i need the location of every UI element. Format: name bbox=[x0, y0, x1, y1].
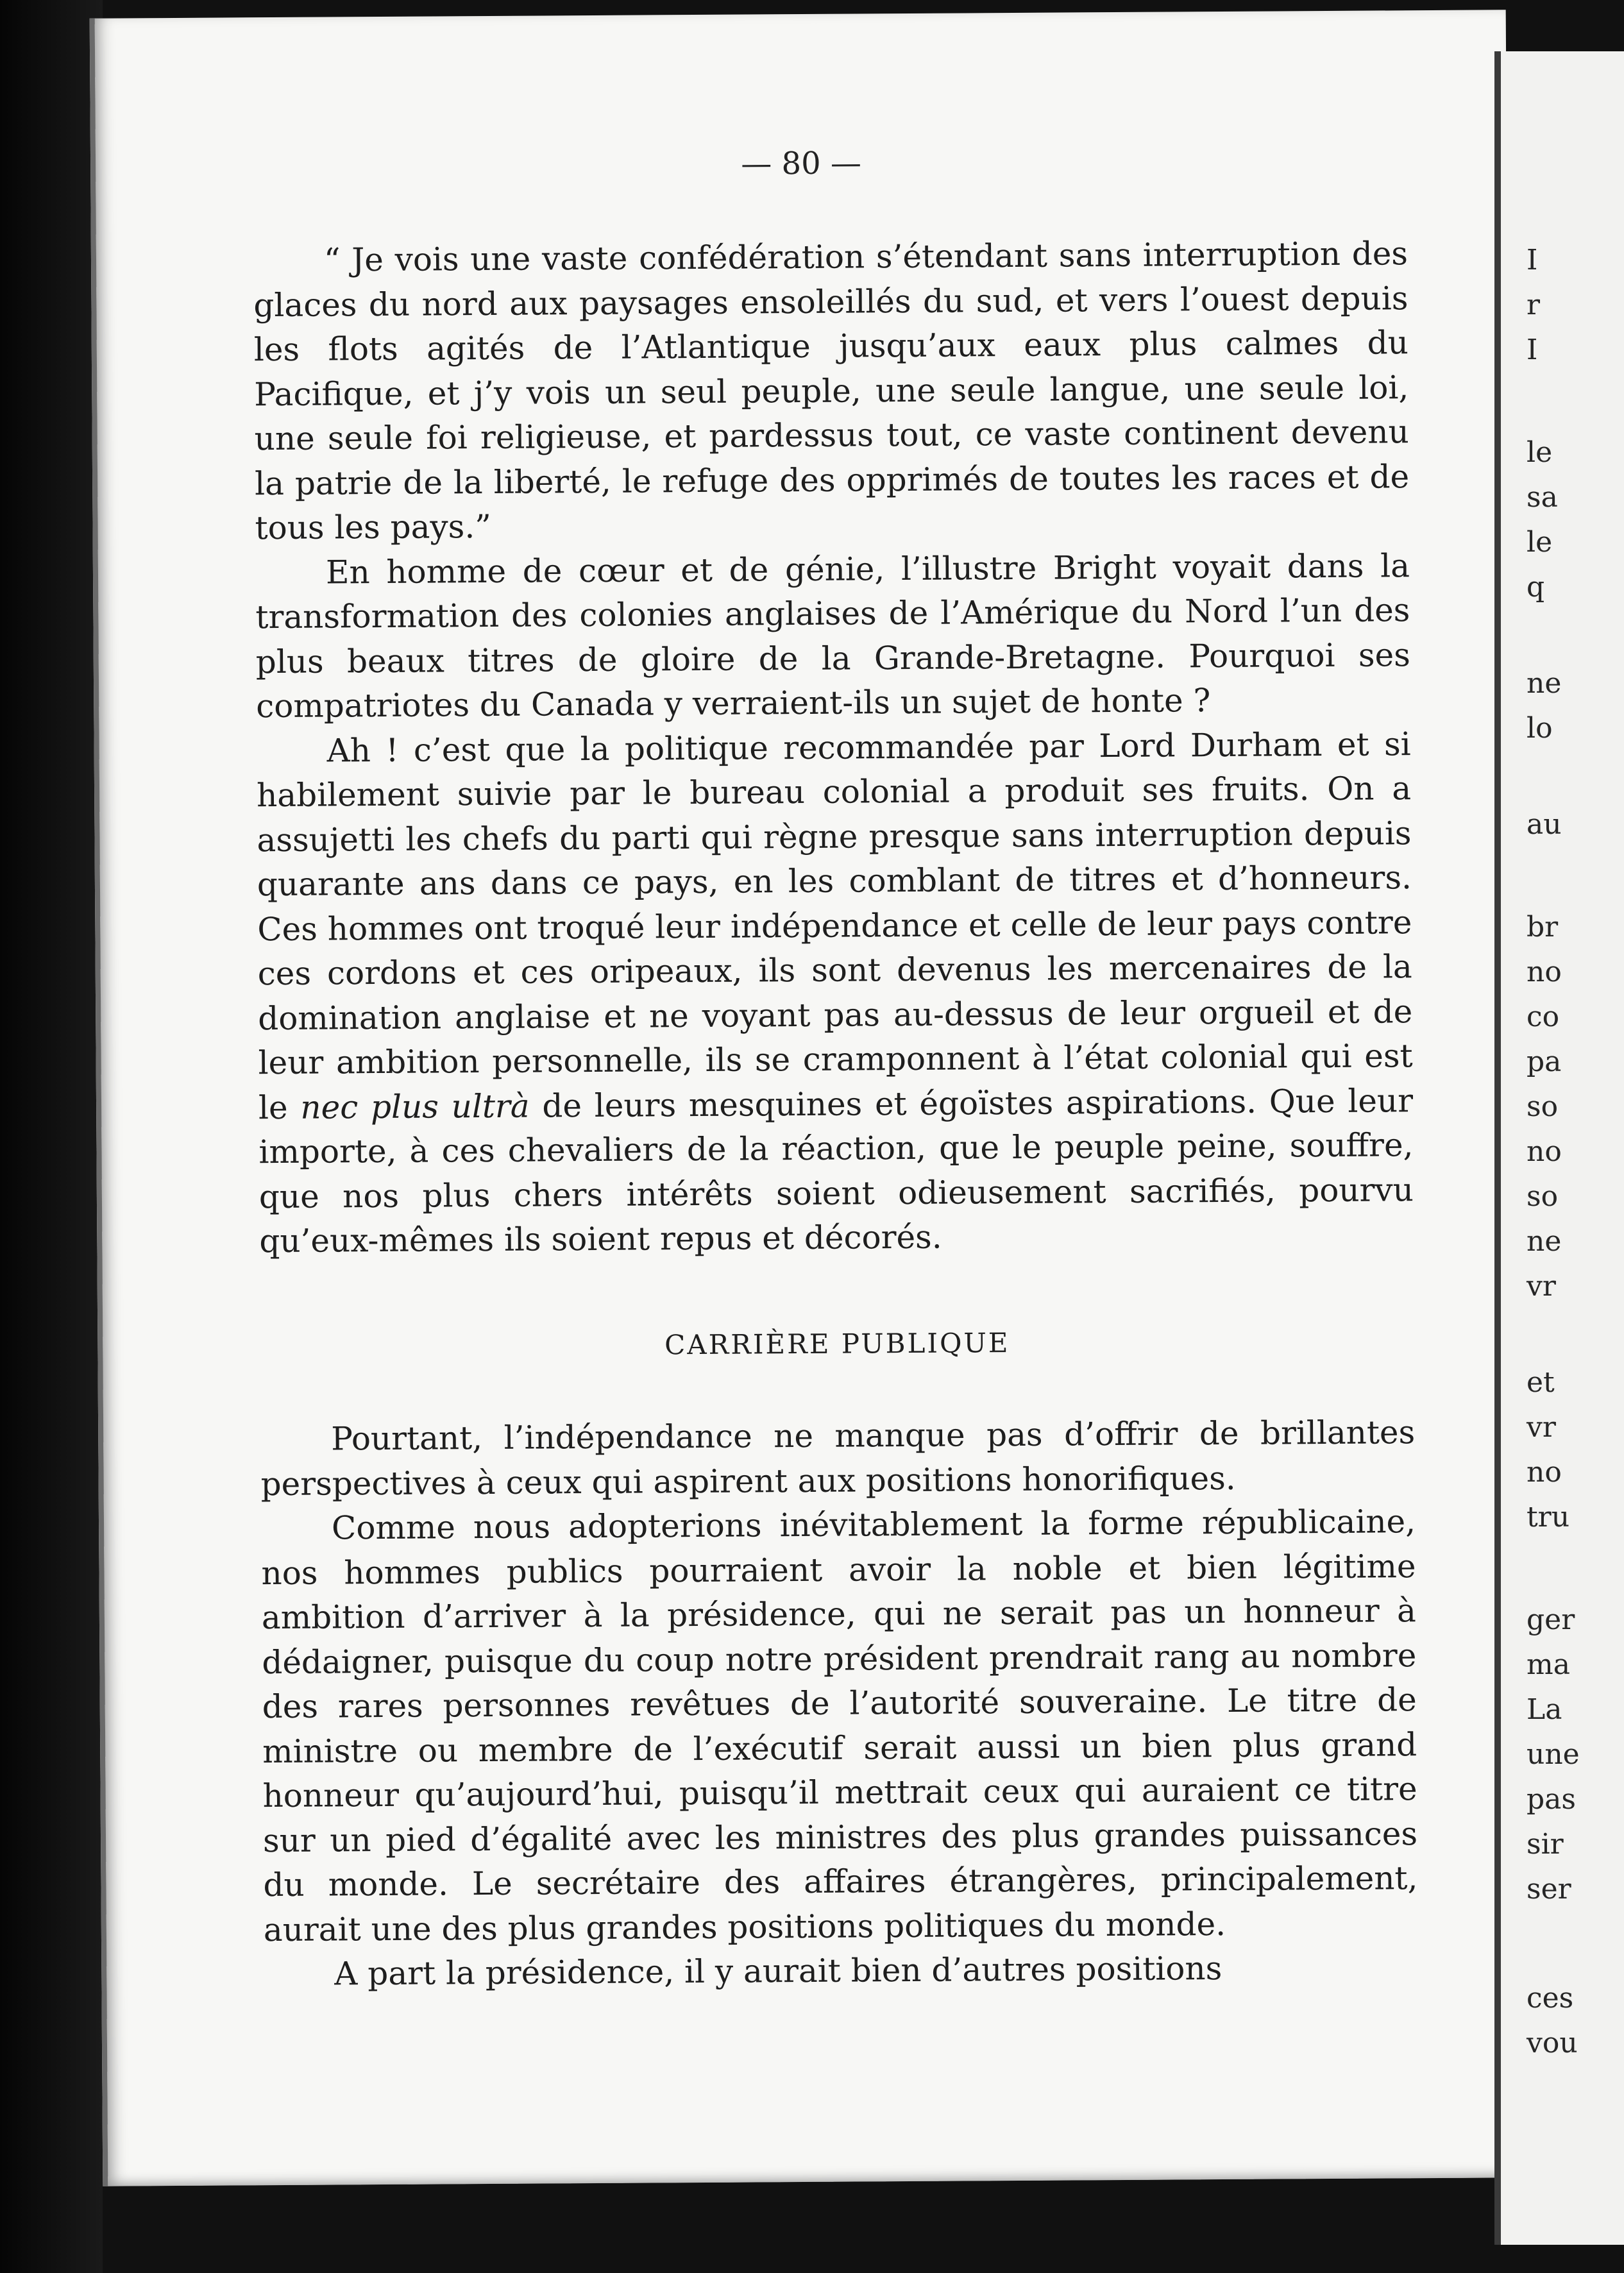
book-page bbox=[90, 10, 1519, 2186]
adjacent-fragment: vr bbox=[1527, 1411, 1556, 1444]
adjacent-fragment: ger bbox=[1527, 1603, 1575, 1636]
adjacent-fragment: au bbox=[1527, 808, 1562, 841]
adjacent-fragment: pa bbox=[1527, 1045, 1562, 1078]
adjacent-fragment: ne bbox=[1527, 667, 1562, 700]
book-edge-shadow bbox=[0, 0, 103, 2273]
adjacent-fragment: vr bbox=[1527, 1270, 1556, 1303]
paragraph-durham bbox=[256, 722, 1414, 1264]
adjacent-fragment: La bbox=[1527, 1693, 1562, 1726]
adjacent-fragment: r bbox=[1527, 289, 1541, 321]
adjacent-fragment: ne bbox=[1527, 1225, 1562, 1258]
paragraph-republic: Comme nous adopterions inévitablement la forme républicaine, nos hommes publics pourraient avoir la noble et bien légitime ambition d’arriver à la présidence, qui ne serait pas un honneur à dédaigner, puisque du coup notre président prendrait rang au nombre des rares personnes revêtues de l’autorité souveraine. Le titre de ministre ou membre de l’exécutif serait aussi un bien plus grand honneur qu’aujourd’hui, puisqu’il mettrait ceux qui auraient ce titre sur un pied d’égalité avec les ministres des plus grandes puissances du monde. Le secrétaire des affaires étrangères, principalement, aurait une des plus grandes positions politiques du monde. bbox=[261, 1503, 1418, 1948]
adjacent-fragment: sa bbox=[1527, 481, 1558, 514]
adjacent-fragment: vou bbox=[1527, 2027, 1578, 2059]
adjacent-fragment: br bbox=[1527, 911, 1559, 943]
page-body bbox=[253, 232, 1419, 1997]
adjacent-fragment: q bbox=[1527, 571, 1545, 604]
adjacent-fragment: le bbox=[1527, 526, 1553, 559]
adjacent-fragment: ces bbox=[1527, 1982, 1574, 2015]
adjacent-fragment: sir bbox=[1527, 1828, 1564, 1861]
adjacent-fragment: ma bbox=[1527, 1648, 1570, 1681]
adjacent-fragment: no bbox=[1527, 956, 1562, 988]
adjacent-fragment: no bbox=[1527, 1456, 1562, 1489]
adjacent-page-strip bbox=[1494, 51, 1624, 2245]
adjacent-fragment: I bbox=[1527, 244, 1538, 276]
adjacent-fragment: so bbox=[1527, 1180, 1559, 1213]
paragraph-durham-text-before: Ah ! c’est que la politique recommandée par Lord Durham et si habilement suivie par le bureau colonial a produit ses fruits. On a assujetti les chefs du parti qui règne presque sans interruption depuis quarante ans dans ce pays, en les comblant de titres et d’honneurs. Ces hommes ont troqué leur indépendance et celle de leur pays contre ces cordons et ces oripeaux, ils sont devenus les mercenaires de la domination anglaise et ne voyant pas au-dessus de leur orgueil et de leur ambition personnelle, ils se cramponnent à l’état colonial qui est le bbox=[256, 725, 1413, 1126]
adjacent-fragment: no bbox=[1527, 1135, 1562, 1168]
adjacent-fragment: co bbox=[1527, 1001, 1560, 1033]
adjacent-fragment: pas bbox=[1527, 1783, 1576, 1816]
adjacent-fragment: une bbox=[1527, 1738, 1580, 1771]
page-number: — 80 — bbox=[741, 145, 862, 182]
adjacent-fragment: le bbox=[1527, 436, 1553, 469]
latin-phrase: nec plus ultrà bbox=[300, 1087, 530, 1126]
adjacent-fragment: et bbox=[1527, 1366, 1555, 1399]
paragraph-durham-text-after: de leurs mesquines et égoïstes aspirations. Que leur importe, à ces chevaliers de la réaction, que le peuple peine, souffre, que nos plus chers intérêts soient odieusement sacrifiés, pourvu qu’eux-mêmes ils soient repus et décorés. bbox=[258, 1081, 1414, 1260]
adjacent-fragment: lo bbox=[1527, 712, 1553, 745]
adjacent-fragment: so bbox=[1527, 1090, 1559, 1123]
adjacent-fragment: tru bbox=[1527, 1501, 1570, 1534]
adjacent-fragment: I bbox=[1527, 334, 1538, 366]
adjacent-fragment: ser bbox=[1527, 1873, 1571, 1905]
section-heading: CARRIÈRE PUBLIQUE bbox=[664, 1326, 1010, 1360]
paragraph-presidency: A part la présidence, il y aurait bien d’autres positions bbox=[334, 1950, 1222, 1993]
paragraph-independence: Pourtant, l’indépendance ne manque pas d’offrir de brillantes perspectives à ceux qui aspirent aux positions honorifiques. bbox=[260, 1414, 1416, 1503]
paragraph-quote: “ Je vois une vaste confédération s’étendant sans interruption des glaces du nord aux paysages ensoleillés du sud, et vers l’ouest depuis les flots agités de l’Atlantique jusqu’aux eaux plus calmes du Pacifique, et j’y vois un seul peuple, une seule langue, une seule loi, une seule foi religieuse, et pardessus tout, ce vaste continent devenu la patrie de la liberté, le refuge des opprimés de toutes les races et de tous les pays.” bbox=[253, 235, 1410, 547]
paragraph-bright: En homme de cœur et de génie, l’illustre Bright voyait dans la transformation des colonies anglaises de l’Amérique du Nord l’un des plus beaux titres de gloire de la Grande-Bretagne. Pourquoi ses compatriotes du Canada y verraient-ils un sujet de honte ? bbox=[255, 546, 1410, 725]
